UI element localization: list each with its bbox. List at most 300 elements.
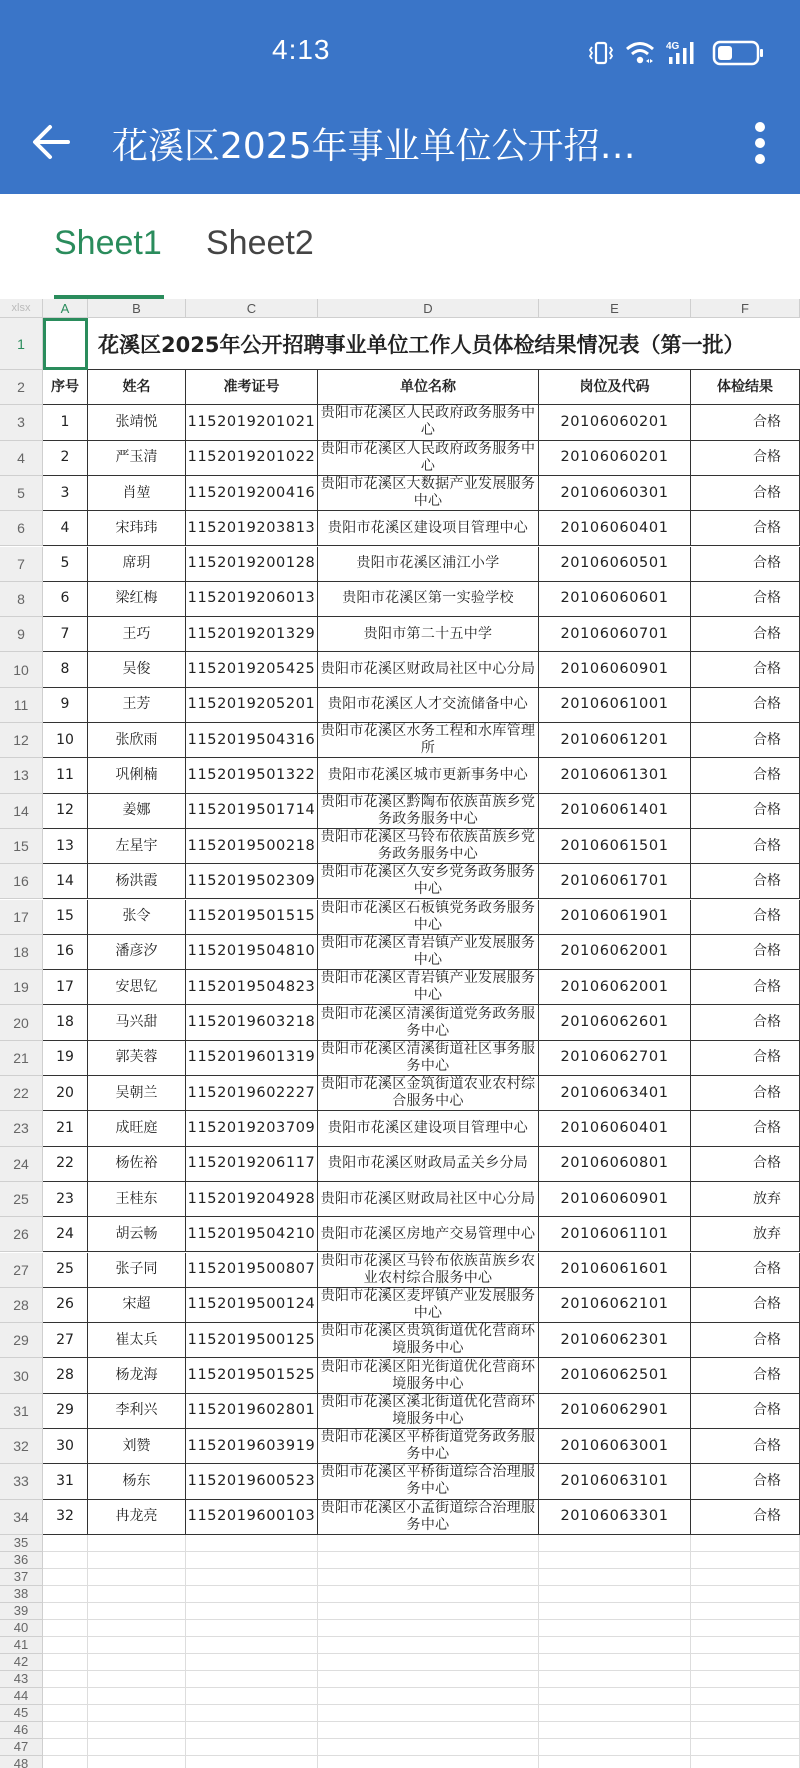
empty-cell[interactable] (539, 1586, 691, 1603)
cell-result[interactable]: 合格 (691, 1111, 800, 1146)
row-header[interactable]: 16 (0, 864, 43, 899)
empty-cell[interactable] (88, 1637, 186, 1654)
empty-cell[interactable] (88, 1552, 186, 1569)
cell-position-code[interactable]: 20106062501 (539, 1358, 691, 1393)
cell-name[interactable]: 宋玮玮 (88, 511, 186, 546)
empty-cell[interactable] (186, 1586, 318, 1603)
cell-index[interactable]: 4 (43, 511, 88, 546)
cell-exam-id[interactable]: 1152019206013 (186, 582, 318, 617)
header-position-code[interactable]: 岗位及代码 (539, 370, 691, 405)
cell-index[interactable]: 6 (43, 582, 88, 617)
cell-position-code[interactable]: 20106061201 (539, 723, 691, 758)
select-all-corner[interactable]: xlsx (0, 299, 43, 318)
cell-unit[interactable]: 贵阳市花溪区平桥街道党务政务服务中心 (318, 1429, 539, 1464)
empty-cell[interactable] (186, 1552, 318, 1569)
cell-index[interactable]: 8 (43, 652, 88, 687)
empty-cell[interactable] (186, 1569, 318, 1586)
empty-cell[interactable] (691, 1705, 800, 1722)
cell-unit[interactable]: 贵阳市花溪区财政局孟关乡分局 (318, 1147, 539, 1182)
row-header[interactable]: 15 (0, 829, 43, 864)
cell-unit[interactable]: 贵阳市花溪区青岩镇产业发展服务中心 (318, 935, 539, 970)
cell-name[interactable]: 姜娜 (88, 794, 186, 829)
cell-name[interactable]: 巩俐楠 (88, 758, 186, 793)
cell-position-code[interactable]: 20106060701 (539, 617, 691, 652)
cell-name[interactable]: 李利兴 (88, 1394, 186, 1429)
cell-position-code[interactable]: 20106061501 (539, 829, 691, 864)
cell-result[interactable]: 合格 (691, 1041, 800, 1076)
cell-name[interactable]: 崔太兵 (88, 1323, 186, 1358)
cell-exam-id[interactable]: 1152019603919 (186, 1429, 318, 1464)
empty-cell[interactable] (691, 1722, 800, 1739)
cell-result[interactable]: 合格 (691, 794, 800, 829)
row-header[interactable]: 19 (0, 970, 43, 1005)
cell-index[interactable]: 23 (43, 1182, 88, 1217)
cell-result[interactable]: 合格 (691, 1076, 800, 1111)
cell-result[interactable]: 合格 (691, 1394, 800, 1429)
cell-exam-id[interactable]: 1152019501714 (186, 794, 318, 829)
empty-cell[interactable] (318, 1722, 539, 1739)
cell-position-code[interactable]: 20106063001 (539, 1429, 691, 1464)
cell-exam-id[interactable]: 1152019504210 (186, 1217, 318, 1252)
header-index[interactable]: 序号 (43, 370, 88, 405)
cell-exam-id[interactable]: 1152019501515 (186, 900, 318, 935)
cell-result[interactable]: 放弃 (691, 1217, 800, 1252)
empty-cell[interactable] (88, 1620, 186, 1637)
cell-exam-id[interactable]: 1152019204928 (186, 1182, 318, 1217)
empty-cell[interactable] (43, 1654, 88, 1671)
cell-name[interactable]: 吴朝兰 (88, 1076, 186, 1111)
cell-unit[interactable]: 贵阳市花溪区大数据产业发展服务中心 (318, 476, 539, 511)
cell-unit[interactable]: 贵阳市花溪区清溪街道社区事务服务中心 (318, 1041, 539, 1076)
cell-result[interactable]: 合格 (691, 405, 800, 440)
cell-exam-id[interactable]: 1152019602227 (186, 1076, 318, 1111)
empty-cell[interactable] (88, 1569, 186, 1586)
cell-index[interactable]: 3 (43, 476, 88, 511)
empty-cell[interactable] (691, 1569, 800, 1586)
row-header[interactable]: 32 (0, 1429, 43, 1464)
cell-index[interactable]: 16 (43, 935, 88, 970)
empty-cell[interactable] (43, 1756, 88, 1768)
cell-result[interactable]: 合格 (691, 1253, 800, 1288)
cell-position-code[interactable]: 20106062001 (539, 935, 691, 970)
empty-cell[interactable] (691, 1688, 800, 1705)
empty-cell[interactable] (318, 1620, 539, 1637)
cell-index[interactable]: 14 (43, 864, 88, 899)
empty-cell[interactable] (318, 1739, 539, 1756)
empty-cell[interactable] (186, 1705, 318, 1722)
row-header[interactable]: 29 (0, 1323, 43, 1358)
empty-cell[interactable] (539, 1671, 691, 1688)
cell-position-code[interactable]: 20106062601 (539, 1005, 691, 1040)
cell-position-code[interactable]: 20106060401 (539, 1111, 691, 1146)
column-header-f[interactable]: F (691, 299, 800, 318)
empty-cell[interactable] (88, 1722, 186, 1739)
row-header[interactable]: 2 (0, 370, 43, 405)
empty-cell[interactable] (539, 1654, 691, 1671)
row-header[interactable]: 21 (0, 1041, 43, 1076)
cell-name[interactable]: 张靖悦 (88, 405, 186, 440)
empty-cell[interactable] (43, 1671, 88, 1688)
cell-index[interactable]: 26 (43, 1288, 88, 1323)
cell-name[interactable]: 潘彦汐 (88, 935, 186, 970)
cell-result[interactable]: 合格 (691, 970, 800, 1005)
cell-unit[interactable]: 贵阳市花溪区马铃布依族苗族乡农业农村综合服务中心 (318, 1253, 539, 1288)
cell-index[interactable]: 31 (43, 1464, 88, 1499)
cell-name[interactable]: 席玥 (88, 547, 186, 582)
cell-unit[interactable]: 贵阳市花溪区水务工程和水库管理所 (318, 723, 539, 758)
empty-cell[interactable] (318, 1637, 539, 1654)
empty-cell[interactable] (691, 1756, 800, 1768)
cell-unit[interactable]: 贵阳市花溪区人才交流储备中心 (318, 688, 539, 723)
cell-exam-id[interactable]: 1152019200416 (186, 476, 318, 511)
empty-cell[interactable] (88, 1756, 186, 1768)
empty-cell[interactable] (43, 1705, 88, 1722)
cell-name[interactable]: 张欣雨 (88, 723, 186, 758)
cell-unit[interactable]: 贵阳市花溪区人民政府政务服务中心 (318, 405, 539, 440)
cell-position-code[interactable]: 20106063301 (539, 1500, 691, 1535)
cell-exam-id[interactable]: 1152019500125 (186, 1323, 318, 1358)
row-header[interactable]: 30 (0, 1358, 43, 1393)
row-header[interactable]: 38 (0, 1586, 43, 1603)
empty-cell[interactable] (539, 1688, 691, 1705)
cell-position-code[interactable]: 20106061901 (539, 900, 691, 935)
cell-index[interactable]: 29 (43, 1394, 88, 1429)
empty-cell[interactable] (186, 1654, 318, 1671)
cell-exam-id[interactable]: 1152019502309 (186, 864, 318, 899)
cell-name[interactable]: 张子同 (88, 1253, 186, 1288)
cell-position-code[interactable]: 20106060401 (539, 511, 691, 546)
more-options-button[interactable] (742, 118, 778, 168)
cell-index[interactable]: 19 (43, 1041, 88, 1076)
cell-exam-id[interactable]: 1152019201022 (186, 441, 318, 476)
row-header[interactable]: 44 (0, 1688, 43, 1705)
row-header[interactable]: 20 (0, 1005, 43, 1040)
cell-name[interactable]: 王芳 (88, 688, 186, 723)
cell-index[interactable]: 22 (43, 1147, 88, 1182)
cell-unit[interactable]: 贵阳市花溪区浦江小学 (318, 547, 539, 582)
empty-cell[interactable] (539, 1569, 691, 1586)
cell-exam-id[interactable]: 1152019205201 (186, 688, 318, 723)
empty-cell[interactable] (186, 1535, 318, 1552)
cell-unit[interactable]: 贵阳市花溪区马铃布依族苗族乡党务政务服务中心 (318, 829, 539, 864)
cell-exam-id[interactable]: 1152019600103 (186, 1500, 318, 1535)
cell-index[interactable]: 2 (43, 441, 88, 476)
empty-cell[interactable] (539, 1552, 691, 1569)
cell-index[interactable]: 20 (43, 1076, 88, 1111)
cell-name[interactable]: 冉龙亮 (88, 1500, 186, 1535)
empty-cell[interactable] (691, 1654, 800, 1671)
cell-exam-id[interactable]: 1152019504316 (186, 723, 318, 758)
row-header[interactable]: 46 (0, 1722, 43, 1739)
cell-exam-id[interactable]: 1152019600523 (186, 1464, 318, 1499)
empty-cell[interactable] (539, 1637, 691, 1654)
cell-name[interactable]: 杨佐裕 (88, 1147, 186, 1182)
cell-exam-id[interactable]: 1152019203813 (186, 511, 318, 546)
cell-position-code[interactable]: 20106060601 (539, 582, 691, 617)
row-header[interactable]: 3 (0, 405, 43, 440)
row-header[interactable]: 22 (0, 1076, 43, 1111)
row-header[interactable]: 10 (0, 652, 43, 687)
cell-index[interactable]: 15 (43, 900, 88, 935)
cell-result[interactable]: 合格 (691, 900, 800, 935)
empty-cell[interactable] (43, 1535, 88, 1552)
cell-exam-id[interactable]: 1152019501525 (186, 1358, 318, 1393)
cell-index[interactable]: 7 (43, 617, 88, 652)
cell-name[interactable]: 肖堃 (88, 476, 186, 511)
cell-position-code[interactable]: 20106061101 (539, 1217, 691, 1252)
row-header[interactable]: 36 (0, 1552, 43, 1569)
cell-exam-id[interactable]: 1152019504810 (186, 935, 318, 970)
empty-cell[interactable] (691, 1671, 800, 1688)
cell-position-code[interactable]: 20106062901 (539, 1394, 691, 1429)
cell-unit[interactable]: 贵阳市花溪区麦坪镇产业发展服务中心 (318, 1288, 539, 1323)
cell-name[interactable]: 吴俊 (88, 652, 186, 687)
cell-position-code[interactable]: 20106063101 (539, 1464, 691, 1499)
cell-result[interactable]: 合格 (691, 441, 800, 476)
row-header[interactable]: 18 (0, 935, 43, 970)
cell-index[interactable]: 11 (43, 758, 88, 793)
cell-unit[interactable]: 贵阳市花溪区清溪街道党务政务服务中心 (318, 1005, 539, 1040)
cell-unit[interactable]: 贵阳市花溪区第一实验学校 (318, 582, 539, 617)
sheet-title-cell[interactable]: 花溪区2025年公开招聘事业单位工作人员体检结果情况表（第一批） (88, 318, 800, 370)
cell-result[interactable]: 合格 (691, 688, 800, 723)
cell-position-code[interactable]: 20106060901 (539, 652, 691, 687)
cell-name[interactable]: 成旺庭 (88, 1111, 186, 1146)
cell-name[interactable]: 杨洪霞 (88, 864, 186, 899)
cell-exam-id[interactable]: 1152019201329 (186, 617, 318, 652)
row-header[interactable]: 35 (0, 1535, 43, 1552)
cell-result[interactable]: 合格 (691, 511, 800, 546)
cell-result[interactable]: 合格 (691, 723, 800, 758)
row-header[interactable]: 5 (0, 476, 43, 511)
cell-position-code[interactable]: 20106061601 (539, 1253, 691, 1288)
row-header[interactable]: 39 (0, 1603, 43, 1620)
header-name[interactable]: 姓名 (88, 370, 186, 405)
cell-position-code[interactable]: 20106062101 (539, 1288, 691, 1323)
row-header[interactable]: 34 (0, 1500, 43, 1535)
cell-index[interactable]: 13 (43, 829, 88, 864)
cell-name[interactable]: 郭芙蓉 (88, 1041, 186, 1076)
empty-cell[interactable] (318, 1569, 539, 1586)
row-header[interactable]: 17 (0, 900, 43, 935)
cell-exam-id[interactable]: 1152019504823 (186, 970, 318, 1005)
cell-name[interactable]: 左星宇 (88, 829, 186, 864)
empty-cell[interactable] (691, 1535, 800, 1552)
cell-index[interactable]: 21 (43, 1111, 88, 1146)
cell-name[interactable]: 刘赞 (88, 1429, 186, 1464)
cell-unit[interactable]: 贵阳市花溪区青岩镇产业发展服务中心 (318, 970, 539, 1005)
row-header[interactable]: 48 (0, 1756, 43, 1768)
row-header[interactable]: 43 (0, 1671, 43, 1688)
cell-result[interactable]: 合格 (691, 935, 800, 970)
empty-cell[interactable] (691, 1586, 800, 1603)
cell-name[interactable]: 杨东 (88, 1464, 186, 1499)
row-header[interactable]: 11 (0, 688, 43, 723)
empty-cell[interactable] (88, 1603, 186, 1620)
cell-position-code[interactable]: 20106061701 (539, 864, 691, 899)
row-header[interactable]: 27 (0, 1253, 43, 1288)
cell-position-code[interactable]: 20106062701 (539, 1041, 691, 1076)
row-header[interactable]: 7 (0, 547, 43, 582)
empty-cell[interactable] (691, 1620, 800, 1637)
empty-cell[interactable] (88, 1739, 186, 1756)
cell-name[interactable]: 胡云畅 (88, 1217, 186, 1252)
cell-unit[interactable]: 贵阳市花溪区城市更新事务中心 (318, 758, 539, 793)
cell-result[interactable]: 合格 (691, 582, 800, 617)
cell-result[interactable]: 合格 (691, 1358, 800, 1393)
cell-index[interactable]: 5 (43, 547, 88, 582)
empty-cell[interactable] (539, 1620, 691, 1637)
cell-unit[interactable]: 贵阳市花溪区金筑街道农业农村综合服务中心 (318, 1076, 539, 1111)
cell-exam-id[interactable]: 1152019205425 (186, 652, 318, 687)
selected-cell-a1[interactable] (43, 318, 88, 370)
cell-result[interactable]: 合格 (691, 617, 800, 652)
empty-cell[interactable] (318, 1671, 539, 1688)
column-header-d[interactable]: D (318, 299, 539, 318)
empty-cell[interactable] (43, 1586, 88, 1603)
cell-name[interactable]: 宋超 (88, 1288, 186, 1323)
cell-unit[interactable]: 贵阳市花溪区黔陶布依族苗族乡党务政务服务中心 (318, 794, 539, 829)
column-header-b[interactable]: B (88, 299, 186, 318)
cell-name[interactable]: 梁红梅 (88, 582, 186, 617)
cell-unit[interactable]: 贵阳市花溪区人民政府政务服务中心 (318, 441, 539, 476)
empty-cell[interactable] (539, 1535, 691, 1552)
cell-position-code[interactable]: 20106062001 (539, 970, 691, 1005)
cell-unit[interactable]: 贵阳市花溪区房地产交易管理中心 (318, 1217, 539, 1252)
cell-exam-id[interactable]: 1152019500807 (186, 1253, 318, 1288)
row-header[interactable]: 40 (0, 1620, 43, 1637)
empty-cell[interactable] (318, 1654, 539, 1671)
row-header[interactable]: 47 (0, 1739, 43, 1756)
empty-cell[interactable] (88, 1705, 186, 1722)
row-header[interactable]: 24 (0, 1147, 43, 1182)
cell-exam-id[interactable]: 1152019201021 (186, 405, 318, 440)
column-header-c[interactable]: C (186, 299, 318, 318)
cell-result[interactable]: 合格 (691, 1500, 800, 1535)
header-unit[interactable]: 单位名称 (318, 370, 539, 405)
row-header[interactable]: 23 (0, 1111, 43, 1146)
empty-cell[interactable] (691, 1552, 800, 1569)
empty-cell[interactable] (43, 1603, 88, 1620)
cell-result[interactable]: 合格 (691, 1005, 800, 1040)
cell-unit[interactable]: 贵阳市花溪区平桥街道综合治理服务中心 (318, 1464, 539, 1499)
empty-cell[interactable] (43, 1637, 88, 1654)
cell-index[interactable]: 12 (43, 794, 88, 829)
row-header[interactable]: 14 (0, 794, 43, 829)
header-exam-id[interactable]: 准考证号 (186, 370, 318, 405)
tab-sheet2[interactable]: Sheet2 (206, 224, 314, 262)
empty-cell[interactable] (186, 1671, 318, 1688)
cell-unit[interactable]: 贵阳市花溪区建设项目管理中心 (318, 1111, 539, 1146)
empty-cell[interactable] (186, 1722, 318, 1739)
cell-position-code[interactable]: 20106060901 (539, 1182, 691, 1217)
cell-exam-id[interactable]: 1152019602801 (186, 1394, 318, 1429)
cell-result[interactable]: 合格 (691, 1147, 800, 1182)
cell-position-code[interactable]: 20106060301 (539, 476, 691, 511)
cell-index[interactable]: 27 (43, 1323, 88, 1358)
cell-name[interactable]: 张令 (88, 900, 186, 935)
cell-result[interactable]: 合格 (691, 476, 800, 511)
empty-cell[interactable] (539, 1722, 691, 1739)
cell-result[interactable]: 合格 (691, 758, 800, 793)
cell-index[interactable]: 25 (43, 1253, 88, 1288)
cell-position-code[interactable]: 20106061001 (539, 688, 691, 723)
cell-unit[interactable]: 贵阳市花溪区贵筑街道优化营商环境服务中心 (318, 1323, 539, 1358)
row-header[interactable]: 37 (0, 1569, 43, 1586)
cell-position-code[interactable]: 20106061301 (539, 758, 691, 793)
empty-cell[interactable] (186, 1756, 318, 1768)
column-header-a[interactable]: A (43, 299, 88, 318)
cell-name[interactable]: 杨龙海 (88, 1358, 186, 1393)
row-header[interactable]: 8 (0, 582, 43, 617)
cell-unit[interactable]: 贵阳市花溪区阳光街道优化营商环境服务中心 (318, 1358, 539, 1393)
empty-cell[interactable] (186, 1620, 318, 1637)
row-header[interactable]: 25 (0, 1182, 43, 1217)
empty-cell[interactable] (43, 1569, 88, 1586)
cell-index[interactable]: 1 (43, 405, 88, 440)
cell-unit[interactable]: 贵阳市花溪区财政局社区中心分局 (318, 1182, 539, 1217)
empty-cell[interactable] (88, 1654, 186, 1671)
cell-index[interactable]: 28 (43, 1358, 88, 1393)
empty-cell[interactable] (43, 1688, 88, 1705)
empty-cell[interactable] (88, 1535, 186, 1552)
row-header[interactable]: 6 (0, 511, 43, 546)
empty-cell[interactable] (539, 1756, 691, 1768)
empty-cell[interactable] (539, 1739, 691, 1756)
empty-cell[interactable] (318, 1535, 539, 1552)
cell-result[interactable]: 合格 (691, 1464, 800, 1499)
cell-position-code[interactable]: 20106062301 (539, 1323, 691, 1358)
row-header[interactable]: 31 (0, 1394, 43, 1429)
cell-index[interactable]: 10 (43, 723, 88, 758)
cell-unit[interactable]: 贵阳市第二十五中学 (318, 617, 539, 652)
cell-result[interactable]: 合格 (691, 547, 800, 582)
empty-cell[interactable] (186, 1637, 318, 1654)
cell-exam-id[interactable]: 1152019501322 (186, 758, 318, 793)
cell-exam-id[interactable]: 1152019200128 (186, 547, 318, 582)
row-header[interactable]: 42 (0, 1654, 43, 1671)
empty-cell[interactable] (186, 1739, 318, 1756)
empty-cell[interactable] (186, 1688, 318, 1705)
cell-index[interactable]: 17 (43, 970, 88, 1005)
row-header[interactable]: 4 (0, 441, 43, 476)
cell-unit[interactable]: 贵阳市花溪区溪北街道优化营商环境服务中心 (318, 1394, 539, 1429)
cell-position-code[interactable]: 20106060801 (539, 1147, 691, 1182)
cell-position-code[interactable]: 20106060201 (539, 405, 691, 440)
row-header[interactable]: 9 (0, 617, 43, 652)
cell-name[interactable]: 王巧 (88, 617, 186, 652)
cell-index[interactable]: 30 (43, 1429, 88, 1464)
empty-cell[interactable] (318, 1756, 539, 1768)
empty-cell[interactable] (318, 1586, 539, 1603)
cell-result[interactable]: 合格 (691, 864, 800, 899)
cell-name[interactable]: 马兴甜 (88, 1005, 186, 1040)
row-header[interactable]: 28 (0, 1288, 43, 1323)
cell-unit[interactable]: 贵阳市花溪区久安乡党务政务服务中心 (318, 864, 539, 899)
cell-name[interactable]: 安思钇 (88, 970, 186, 1005)
empty-cell[interactable] (43, 1620, 88, 1637)
empty-cell[interactable] (318, 1688, 539, 1705)
empty-cell[interactable] (43, 1722, 88, 1739)
cell-unit[interactable]: 贵阳市花溪区财政局社区中心分局 (318, 652, 539, 687)
cell-index[interactable]: 9 (43, 688, 88, 723)
cell-result[interactable]: 合格 (691, 652, 800, 687)
empty-cell[interactable] (318, 1603, 539, 1620)
empty-cell[interactable] (691, 1637, 800, 1654)
header-result[interactable]: 体检结果 (691, 370, 800, 405)
cell-unit[interactable]: 贵阳市花溪区小孟街道综合治理服务中心 (318, 1500, 539, 1535)
back-button[interactable] (28, 118, 76, 166)
